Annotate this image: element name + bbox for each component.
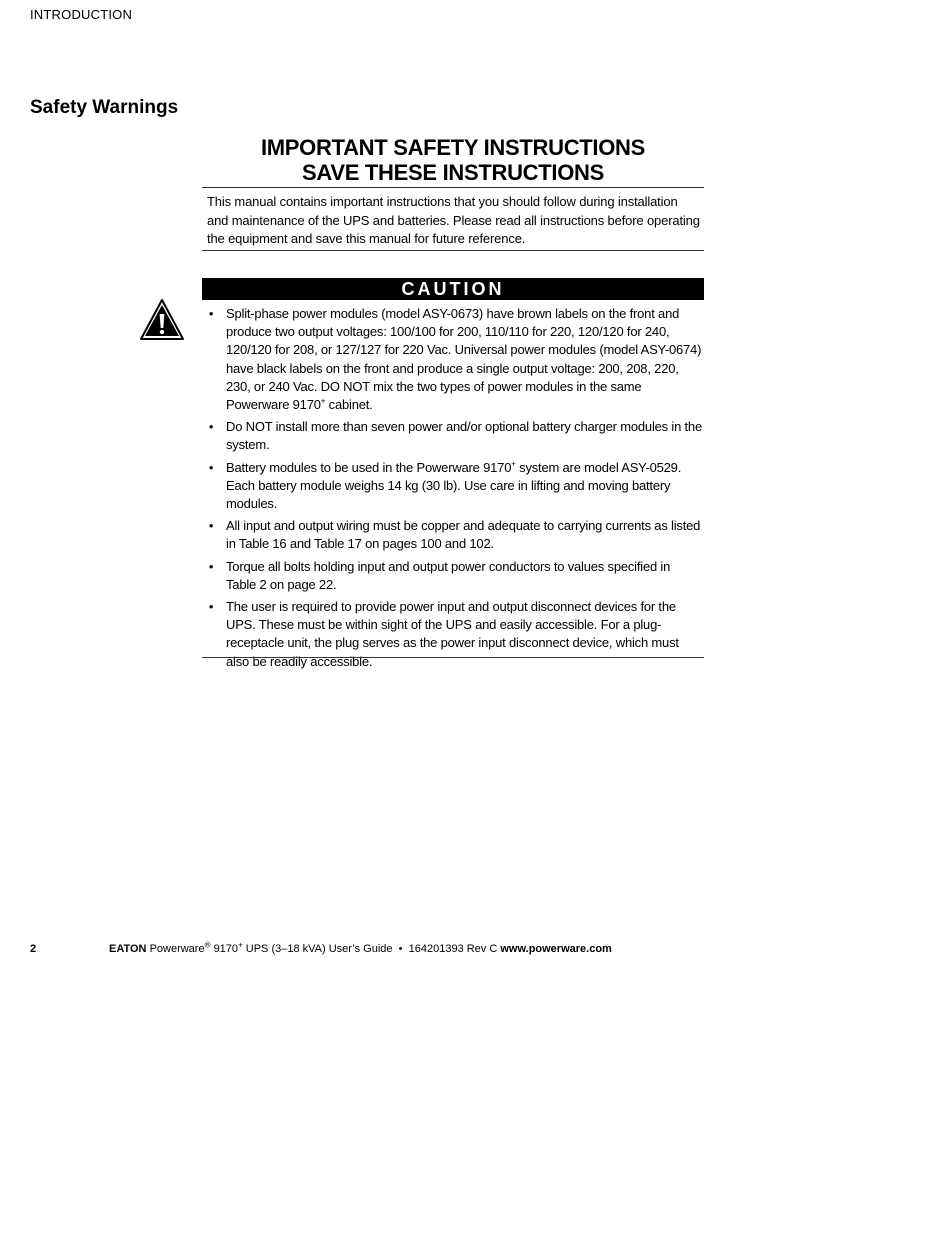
bullet-icon: • [208, 459, 214, 475]
divider-intro-bottom [202, 250, 704, 251]
caution-item [205, 558, 703, 594]
caution-item [205, 459, 703, 514]
footer-title [109, 940, 612, 955]
superscript-plus: + [511, 459, 516, 469]
caution-item [205, 305, 703, 414]
footer-product: Powerware [149, 943, 205, 955]
caution-item [205, 517, 703, 553]
caution-list [205, 305, 703, 675]
caution-header: CAUTION [202, 278, 704, 300]
caution-item-text: Battery modules to be used in the Powerware 9170 [226, 459, 512, 475]
model-superscript: + [238, 940, 243, 950]
footer-title-rest: UPS (3–18 kVA) User’s Guide [245, 943, 393, 955]
divider-top [202, 187, 704, 188]
safety-instructions-banner [202, 135, 704, 185]
bullet-icon: • [208, 599, 214, 615]
bullet-icon: • [208, 558, 214, 574]
warning-triangle-icon [139, 298, 185, 342]
caution-item-text: Torque all bolts holding input and output power conductors to values specified in Table 2 on page 22. [226, 558, 671, 592]
caution-item-text: Split-phase power modules (model ASY-0673) have brown labels on the front and produce two output voltages: 100/100 for 200, 110/110 for 220, 120/120 for 240, 120/120 for 208, or 127/127 for 220 Vac. Universal power modules (model ASY-0674) have black labels on the front and produce a single output voltage: 200, 208, 220, 230, or 240 Vac. DO NOT mix the two types of power modules in the same Powerware 9170 [226, 306, 702, 413]
running-head: INTRODUCTION [30, 7, 133, 22]
section-heading: Safety Warnings [30, 97, 179, 118]
caution-item-text: All input and output wiring must be copper and adequate to carrying currents as listed in Table 16 and Table 17 on pages 100 and 102. [226, 518, 701, 552]
bullet-icon: • [208, 419, 214, 435]
page-number: 2 [30, 943, 37, 955]
banner-line-1: IMPORTANT SAFETY INSTRUCTIONS [260, 135, 646, 160]
footer-website: www.powerware.com [500, 943, 612, 955]
superscript-plus: + [320, 396, 326, 406]
footer-separator: • [398, 943, 403, 955]
caution-item [205, 598, 703, 671]
divider-caution-bottom [202, 657, 704, 658]
caution-item-text-end: cabinet. [325, 397, 373, 413]
footer-doc-number: 164201393 Rev C [408, 943, 498, 955]
bullet-icon: • [208, 518, 214, 534]
footer-brand: EATON [109, 943, 147, 955]
caution-item-text: Do NOT install more than seven power and/or optional battery charger modules in the system. [226, 419, 702, 453]
caution-item-text-end: system are model ASY-0529. Each battery module weighs 14 kg (30 lb). Use care in lifting and moving battery modules. [226, 459, 682, 512]
caution-item-text: The user is required to provide power input and output disconnect devices for the UPS. These must be within sight of the UPS and easily accessible. For a plug-receptacle unit, the plug serves as the power input disconnect device, which must also be readily accessible. [226, 599, 679, 669]
bullet-icon: • [208, 306, 214, 321]
banner-line-2: SAVE THESE INSTRUCTIONS [302, 160, 604, 185]
caution-item [205, 418, 703, 454]
footer-model: 9170 [213, 943, 239, 955]
intro-paragraph: This manual contains important instructions that you should follow during installation and maintenance of the UPS and batteries. Please read all instructions before operating the equipment and save this manual for future reference. [207, 194, 700, 246]
registered-mark: ® [204, 940, 211, 950]
